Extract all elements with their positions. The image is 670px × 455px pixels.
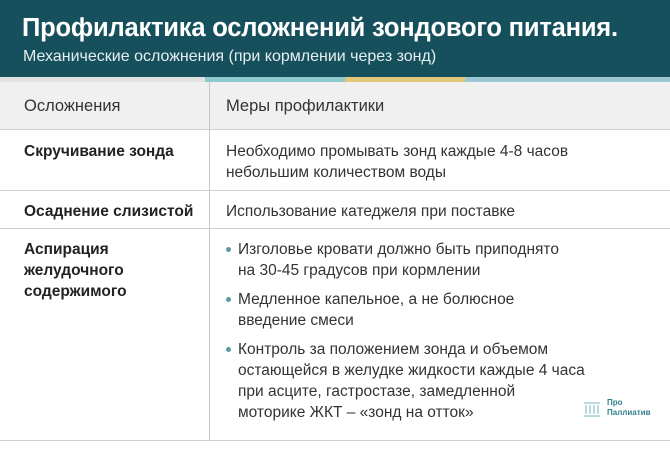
column-header-prevention: Меры профилактики [226, 97, 385, 115]
page-title: Профилактика осложнений зондового питания. [22, 14, 618, 42]
table-row-1-complication [24, 141, 174, 162]
building-icon [582, 399, 602, 419]
header-banner [0, 0, 670, 77]
table-row-2-prevention [226, 201, 515, 222]
bullet-line: на 30-45 градусов при кормлении [238, 262, 481, 279]
bullet-line: остающейся в желудке жидкости каждые 4 часа [238, 362, 585, 379]
bullet-dot-icon [226, 247, 231, 252]
complication-line: желудочного [24, 262, 124, 279]
complication-line: Осаднение слизистой [24, 203, 194, 220]
page-subtitle: Механические осложнения (при кормлении через зонд) [23, 48, 437, 65]
prevention-line: Необходимо промывать зонд каждые 4-8 часов [226, 143, 569, 160]
column-header-complications: Осложнения [24, 97, 121, 115]
bullet-dot-icon [226, 297, 231, 302]
prevention-line: небольшим количеством воды [226, 164, 446, 181]
table-row-1-prevention [226, 141, 568, 183]
table-bottom-border [0, 440, 670, 441]
complication-line: Аспирация [24, 241, 109, 258]
bullet-line: при асците, гастростазе, замедленной [238, 383, 516, 400]
prevention-bullet [226, 239, 656, 281]
bullet-line: Контроль за положением зонда и объемом [238, 341, 549, 358]
bullet-line: моторике ЖКТ – «зонд на отток» [238, 404, 474, 421]
row-divider [0, 228, 670, 229]
prevention-line: Использование катеджеля при поставке [226, 203, 516, 220]
bullet-line: Медленное капельное, а не болюсное [238, 291, 515, 308]
logo-text-line1: Про [607, 398, 623, 407]
propalliativ-logo [578, 393, 668, 425]
row-divider [0, 190, 670, 191]
table-row-3-complication [24, 239, 127, 302]
bullet-line: введение смеси [238, 312, 354, 329]
complication-line: содержимого [24, 283, 127, 300]
bullet-line: Изголовье кровати должно быть приподнято [238, 241, 559, 258]
bullet-dot-icon [226, 347, 231, 352]
complication-line: Скручивание зонда [24, 143, 174, 160]
column-divider [209, 82, 210, 440]
prevention-bullet [226, 289, 656, 331]
logo-text-line2: Паллиатив [607, 408, 651, 417]
table-row-2-complication [24, 201, 193, 222]
table-header-row [0, 82, 670, 130]
